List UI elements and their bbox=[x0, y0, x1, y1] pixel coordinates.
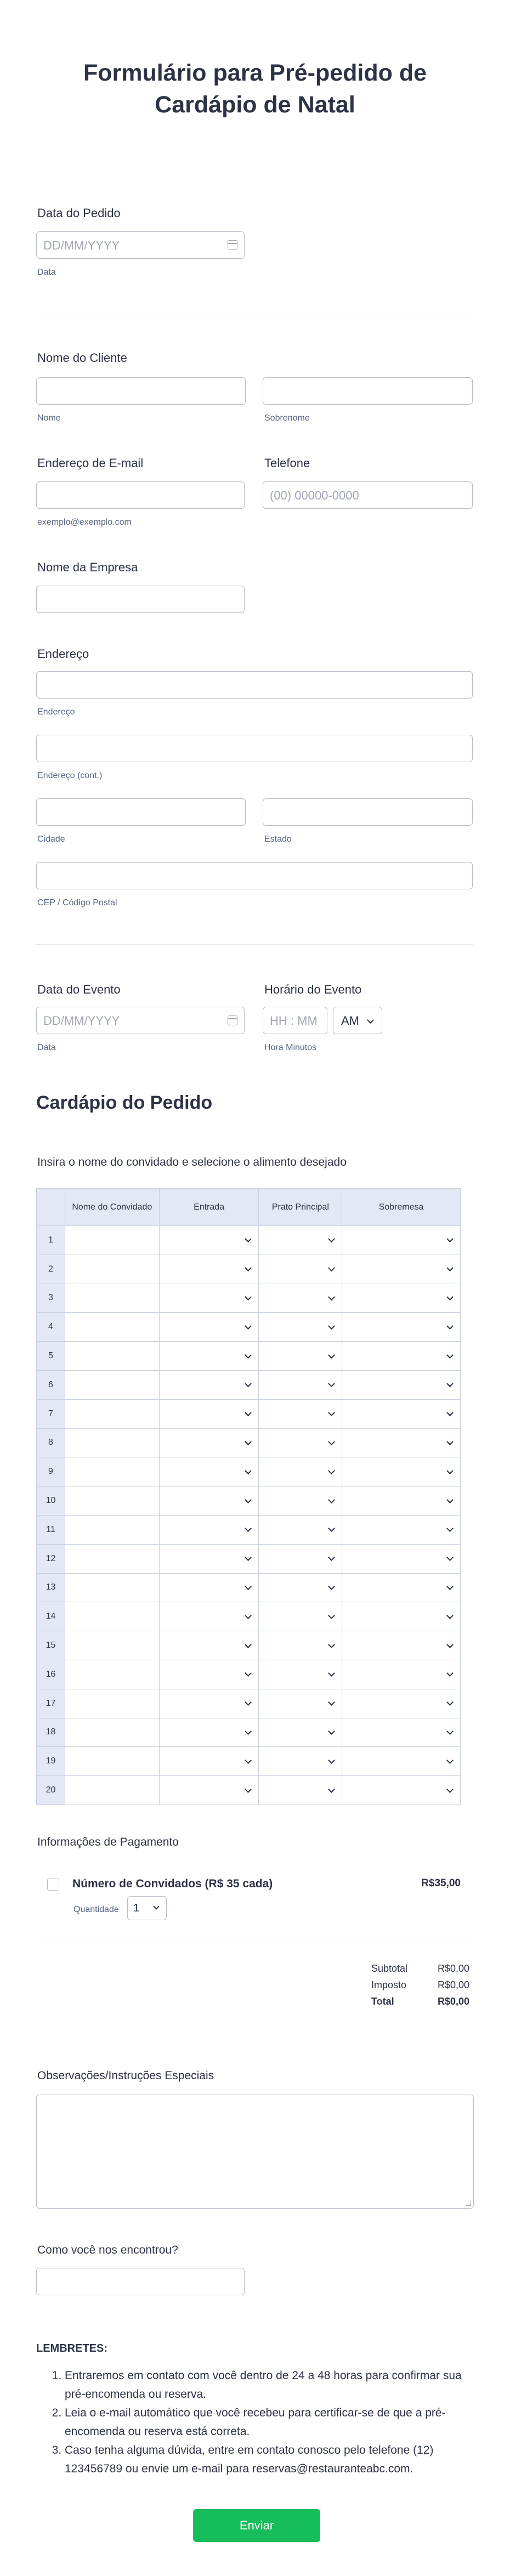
dessert-select[interactable] bbox=[342, 1776, 461, 1805]
main-select[interactable] bbox=[259, 1718, 342, 1747]
guest-name-cell[interactable] bbox=[65, 1370, 159, 1399]
chevron-down-icon bbox=[328, 1554, 335, 1561]
chevron-down-icon bbox=[328, 1728, 335, 1735]
chevron-down-icon bbox=[245, 1264, 252, 1272]
chevron-down-icon bbox=[328, 1699, 335, 1706]
reminders-list bbox=[36, 2367, 469, 2478]
address-line1-sublabel: Endereço bbox=[37, 707, 75, 717]
row-number: 2 bbox=[37, 1255, 65, 1284]
table-row bbox=[37, 1255, 461, 1284]
table-row bbox=[37, 1370, 461, 1399]
corner-cell bbox=[37, 1189, 65, 1226]
starter-select[interactable] bbox=[159, 1747, 259, 1776]
main-select[interactable] bbox=[259, 1747, 342, 1776]
header-dessert: Sobremesa bbox=[342, 1189, 461, 1226]
guest-name-cell[interactable] bbox=[65, 1573, 159, 1602]
phone-label: Telefone bbox=[264, 456, 310, 470]
table-row bbox=[37, 1631, 461, 1660]
row-number: 8 bbox=[37, 1428, 65, 1457]
starter-select[interactable] bbox=[159, 1631, 259, 1660]
chevron-down-icon bbox=[446, 1467, 454, 1474]
dessert-select[interactable] bbox=[342, 1515, 461, 1544]
referral-label: Como você nos encontrou? bbox=[37, 2244, 178, 2256]
state-sublabel: Estado bbox=[264, 835, 292, 844]
resize-handle-icon[interactable] bbox=[466, 2200, 471, 2206]
order-date-sublabel: Data bbox=[37, 268, 56, 277]
chevron-down-icon bbox=[328, 1236, 335, 1243]
guest-name-cell[interactable] bbox=[65, 1255, 159, 1284]
chevron-down-icon bbox=[328, 1352, 335, 1359]
starter-select[interactable] bbox=[159, 1428, 259, 1457]
menu-instruction: Insira o nome do convidado e selecione o alimento desejado bbox=[37, 1156, 347, 1168]
main-select[interactable] bbox=[259, 1573, 342, 1602]
chevron-down-icon bbox=[446, 1264, 454, 1272]
first-name-sublabel: Nome bbox=[37, 413, 61, 423]
city-input[interactable] bbox=[36, 798, 246, 826]
guest-name-cell[interactable] bbox=[65, 1660, 159, 1689]
row-number: 3 bbox=[37, 1284, 65, 1313]
chevron-down-icon bbox=[245, 1786, 252, 1793]
row-number: 18 bbox=[37, 1718, 65, 1747]
main-select[interactable] bbox=[259, 1399, 342, 1428]
guest-name-cell[interactable] bbox=[65, 1776, 159, 1805]
company-input[interactable] bbox=[36, 586, 245, 613]
calendar-icon[interactable] bbox=[228, 240, 237, 250]
starter-select[interactable] bbox=[159, 1660, 259, 1689]
row-number: 12 bbox=[37, 1544, 65, 1573]
chevron-down-icon bbox=[367, 1017, 374, 1024]
table-row bbox=[37, 1660, 461, 1689]
table-row bbox=[37, 1747, 461, 1776]
starter-select[interactable] bbox=[159, 1313, 259, 1342]
submit-button[interactable]: Enviar bbox=[193, 2509, 320, 2542]
guest-name-cell[interactable] bbox=[65, 1747, 159, 1776]
chevron-down-icon bbox=[245, 1323, 252, 1330]
chevron-down-icon bbox=[245, 1525, 252, 1532]
chevron-down-icon bbox=[245, 1409, 252, 1416]
form-title: Formulário para Pré-pedido de Cardápio de Natal bbox=[83, 60, 427, 118]
quantity-value: 1 bbox=[133, 1902, 140, 1914]
company-label: Nome da Empresa bbox=[37, 560, 138, 574]
chevron-down-icon bbox=[446, 1525, 454, 1532]
starter-select[interactable] bbox=[159, 1486, 259, 1516]
chevron-down-icon bbox=[328, 1264, 335, 1272]
reminders-title: LEMBRETES: bbox=[36, 2342, 107, 2354]
table-header-row bbox=[37, 1189, 461, 1226]
last-name-sublabel: Sobrenome bbox=[264, 413, 310, 423]
table-row bbox=[37, 1515, 461, 1544]
chevron-down-icon bbox=[245, 1757, 252, 1764]
reminder-item: 3. Caso tenha alguma dúvida, entre em contato conosco pelo telefone (12) 123456789 ou envie um e-mail para reservas@restauranteabc.com. bbox=[65, 2441, 469, 2478]
dessert-select[interactable] bbox=[342, 1718, 461, 1747]
dessert-select[interactable] bbox=[342, 1226, 461, 1255]
zip-input[interactable] bbox=[36, 862, 473, 889]
total-label: Total bbox=[371, 1996, 394, 2007]
chevron-down-icon bbox=[328, 1467, 335, 1474]
dessert-select[interactable] bbox=[342, 1486, 461, 1516]
chevron-down-icon bbox=[328, 1438, 335, 1445]
table-row bbox=[37, 1602, 461, 1631]
email-sublabel: exemplo@exemplo.com bbox=[37, 518, 132, 527]
chevron-down-icon bbox=[245, 1728, 252, 1735]
row-number: 20 bbox=[37, 1776, 65, 1805]
chevron-down-icon bbox=[245, 1641, 252, 1648]
starter-select[interactable] bbox=[159, 1602, 259, 1631]
chevron-down-icon bbox=[328, 1786, 335, 1793]
chevron-down-icon bbox=[446, 1670, 454, 1677]
order-date-label: Data do Pedido bbox=[37, 206, 121, 220]
main-select[interactable] bbox=[259, 1342, 342, 1371]
row-number: 16 bbox=[37, 1660, 65, 1689]
client-name-label: Nome do Cliente bbox=[37, 351, 127, 365]
starter-select[interactable] bbox=[159, 1689, 259, 1718]
main-select[interactable] bbox=[259, 1370, 342, 1399]
chevron-down-icon bbox=[245, 1438, 252, 1445]
email-label: Endereço de E-mail bbox=[37, 456, 144, 470]
notes-textarea[interactable] bbox=[36, 2095, 474, 2209]
main-select[interactable] bbox=[259, 1631, 342, 1660]
header-starter: Entrada bbox=[159, 1189, 259, 1226]
event-time-sublabel: Hora Minutos bbox=[264, 1043, 317, 1052]
starter-select[interactable] bbox=[159, 1255, 259, 1284]
guest-name-cell[interactable] bbox=[65, 1313, 159, 1342]
row-number: 10 bbox=[37, 1486, 65, 1516]
chevron-down-icon bbox=[446, 1293, 454, 1301]
chevron-down-icon bbox=[245, 1467, 252, 1474]
chevron-down-icon bbox=[245, 1352, 252, 1359]
chevron-down-icon bbox=[446, 1728, 454, 1735]
order-date-placeholder: DD/MM/YYYY bbox=[43, 239, 120, 252]
chevron-down-icon bbox=[328, 1323, 335, 1330]
table-row bbox=[37, 1776, 461, 1805]
dessert-select[interactable] bbox=[342, 1342, 461, 1371]
quantity-select[interactable] bbox=[127, 1896, 167, 1920]
starter-select[interactable] bbox=[159, 1226, 259, 1255]
chevron-down-icon bbox=[446, 1757, 454, 1764]
quantity-label: Quantidade bbox=[73, 1905, 119, 1914]
chevron-down-icon bbox=[446, 1409, 454, 1416]
chevron-down-icon bbox=[446, 1699, 454, 1706]
chevron-down-icon bbox=[153, 1903, 159, 1909]
guest-name-cell[interactable] bbox=[65, 1284, 159, 1313]
chevron-down-icon bbox=[245, 1612, 252, 1619]
guest-name-cell[interactable] bbox=[65, 1457, 159, 1486]
dessert-select[interactable] bbox=[342, 1602, 461, 1631]
email-input[interactable] bbox=[36, 481, 245, 509]
chevron-down-icon bbox=[328, 1496, 335, 1503]
address-label: Endereço bbox=[37, 647, 89, 661]
table-row bbox=[37, 1428, 461, 1457]
total-value: R$0,00 bbox=[437, 1996, 469, 2007]
row-number: 14 bbox=[37, 1602, 65, 1631]
row-number: 15 bbox=[37, 1631, 65, 1660]
starter-select[interactable] bbox=[159, 1718, 259, 1747]
guest-name-cell[interactable] bbox=[65, 1631, 159, 1660]
order-date-input[interactable] bbox=[36, 231, 245, 259]
dessert-select[interactable] bbox=[342, 1660, 461, 1689]
main-select[interactable] bbox=[259, 1226, 342, 1255]
main-select[interactable] bbox=[259, 1457, 342, 1486]
row-number: 7 bbox=[37, 1399, 65, 1428]
chevron-down-icon bbox=[446, 1438, 454, 1445]
first-name-input[interactable] bbox=[36, 377, 246, 405]
event-date-placeholder: DD/MM/YYYY bbox=[43, 1014, 120, 1028]
dessert-select[interactable] bbox=[342, 1399, 461, 1428]
header-main: Prato Principal bbox=[259, 1189, 342, 1226]
city-sublabel: Cidade bbox=[37, 835, 65, 844]
event-time-input[interactable] bbox=[263, 1007, 327, 1034]
chevron-down-icon bbox=[446, 1323, 454, 1330]
chevron-down-icon bbox=[245, 1699, 252, 1706]
ampm-select[interactable] bbox=[333, 1007, 382, 1034]
guest-name-cell[interactable] bbox=[65, 1486, 159, 1516]
guest-name-cell[interactable] bbox=[65, 1544, 159, 1573]
dessert-select[interactable] bbox=[342, 1457, 461, 1486]
address-line2-sublabel: Endereço (cont.) bbox=[37, 771, 103, 780]
starter-select[interactable] bbox=[159, 1776, 259, 1805]
dessert-select[interactable] bbox=[342, 1313, 461, 1342]
chevron-down-icon bbox=[245, 1293, 252, 1301]
guest-name-cell[interactable] bbox=[65, 1689, 159, 1718]
main-select[interactable] bbox=[259, 1284, 342, 1313]
row-number: 5 bbox=[37, 1342, 65, 1371]
table-row bbox=[37, 1457, 461, 1486]
chevron-down-icon bbox=[446, 1236, 454, 1243]
event-time-label: Horário do Evento bbox=[264, 983, 362, 996]
guest-name-cell[interactable] bbox=[65, 1515, 159, 1544]
event-time-placeholder: HH : MM bbox=[270, 1014, 318, 1028]
chevron-down-icon bbox=[328, 1757, 335, 1764]
row-number: 4 bbox=[37, 1313, 65, 1342]
chevron-down-icon bbox=[328, 1670, 335, 1677]
tax-value: R$0,00 bbox=[437, 1979, 469, 1990]
header-guest-name: Nome do Convidado bbox=[65, 1189, 159, 1226]
main-select[interactable] bbox=[259, 1515, 342, 1544]
chevron-down-icon bbox=[446, 1381, 454, 1388]
dessert-select[interactable] bbox=[342, 1284, 461, 1313]
product-checkbox[interactable] bbox=[47, 1879, 59, 1891]
last-name-input[interactable] bbox=[263, 377, 473, 405]
table-row bbox=[37, 1544, 461, 1573]
dessert-select[interactable] bbox=[342, 1370, 461, 1399]
guest-name-cell[interactable] bbox=[65, 1602, 159, 1631]
table-row bbox=[37, 1573, 461, 1602]
main-select[interactable] bbox=[259, 1602, 342, 1631]
referral-input[interactable] bbox=[36, 2268, 245, 2295]
event-date-sublabel: Data bbox=[37, 1043, 56, 1052]
dessert-select[interactable] bbox=[342, 1428, 461, 1457]
table-row bbox=[37, 1689, 461, 1718]
ampm-value: AM bbox=[341, 1014, 359, 1028]
chevron-down-icon bbox=[446, 1496, 454, 1503]
chevron-down-icon bbox=[446, 1583, 454, 1590]
guest-name-cell[interactable] bbox=[65, 1428, 159, 1457]
menu-section-title: Cardápio do Pedido bbox=[36, 1092, 213, 1113]
subtotal-label: Subtotal bbox=[371, 1963, 408, 1974]
subtotal-value: R$0,00 bbox=[437, 1963, 469, 1974]
chevron-down-icon bbox=[328, 1641, 335, 1648]
address-line2-input[interactable] bbox=[36, 735, 473, 762]
dessert-select[interactable] bbox=[342, 1747, 461, 1776]
product-name: Número de Convidados (R$ 35 cada) bbox=[72, 1877, 273, 1890]
table-row bbox=[37, 1486, 461, 1516]
state-input[interactable] bbox=[263, 798, 473, 826]
chevron-down-icon bbox=[446, 1554, 454, 1561]
starter-select[interactable] bbox=[159, 1457, 259, 1486]
chevron-down-icon bbox=[328, 1293, 335, 1301]
table-row bbox=[37, 1718, 461, 1747]
starter-select[interactable] bbox=[159, 1515, 259, 1544]
dessert-select[interactable] bbox=[342, 1544, 461, 1573]
row-number: 9 bbox=[37, 1457, 65, 1486]
divider bbox=[36, 944, 473, 945]
chevron-down-icon bbox=[328, 1409, 335, 1416]
chevron-down-icon bbox=[446, 1352, 454, 1359]
calendar-icon[interactable] bbox=[228, 1015, 237, 1025]
chevron-down-icon bbox=[245, 1381, 252, 1388]
main-select[interactable] bbox=[259, 1544, 342, 1573]
chevron-down-icon bbox=[245, 1554, 252, 1561]
chevron-down-icon bbox=[446, 1786, 454, 1793]
main-select[interactable] bbox=[259, 1486, 342, 1516]
zip-sublabel: CEP / Código Postal bbox=[37, 898, 117, 907]
table-row bbox=[37, 1284, 461, 1313]
row-number: 11 bbox=[37, 1515, 65, 1544]
table-row bbox=[37, 1342, 461, 1371]
starter-select[interactable] bbox=[159, 1370, 259, 1399]
tax-label: Imposto bbox=[371, 1979, 407, 1990]
chevron-down-icon bbox=[328, 1381, 335, 1388]
row-number: 19 bbox=[37, 1747, 65, 1776]
main-select[interactable] bbox=[259, 1689, 342, 1718]
reminder-item: 2. Leia o e-mail automático que você recebeu para certificar-se de que a pré-encomenda ou reserva está correta. bbox=[65, 2404, 469, 2441]
event-date-input[interactable] bbox=[36, 1007, 245, 1034]
starter-select[interactable] bbox=[159, 1399, 259, 1428]
chevron-down-icon bbox=[446, 1641, 454, 1648]
starter-select[interactable] bbox=[159, 1342, 259, 1371]
main-select[interactable] bbox=[259, 1776, 342, 1805]
row-number: 6 bbox=[37, 1370, 65, 1399]
dessert-select[interactable] bbox=[342, 1255, 461, 1284]
guest-name-cell[interactable] bbox=[65, 1718, 159, 1747]
menu-table bbox=[36, 1188, 461, 1805]
chevron-down-icon bbox=[446, 1612, 454, 1619]
guest-name-cell[interactable] bbox=[65, 1399, 159, 1428]
guest-name-cell[interactable] bbox=[65, 1342, 159, 1371]
phone-input[interactable] bbox=[263, 481, 473, 509]
starter-select[interactable] bbox=[159, 1284, 259, 1313]
table-row bbox=[37, 1399, 461, 1428]
dessert-select[interactable] bbox=[342, 1631, 461, 1660]
chevron-down-icon bbox=[328, 1583, 335, 1590]
row-number: 13 bbox=[37, 1573, 65, 1602]
product-price: R$35,00 bbox=[421, 1877, 461, 1889]
starter-select[interactable] bbox=[159, 1544, 259, 1573]
chevron-down-icon bbox=[245, 1583, 252, 1590]
payment-label: Informações de Pagamento bbox=[37, 1836, 179, 1848]
phone-placeholder: (00) 00000-0000 bbox=[270, 489, 359, 502]
guest-name-cell[interactable] bbox=[65, 1226, 159, 1255]
table-row bbox=[37, 1313, 461, 1342]
chevron-down-icon bbox=[328, 1525, 335, 1532]
event-date-label: Data do Evento bbox=[37, 983, 121, 996]
reminder-item: 1. Entraremos em contato com você dentro de 24 a 48 horas para confirmar sua pré-encomenda ou reserva. bbox=[65, 2367, 469, 2404]
chevron-down-icon bbox=[245, 1236, 252, 1243]
main-select[interactable] bbox=[259, 1255, 342, 1284]
row-number: 1 bbox=[37, 1226, 65, 1255]
starter-select[interactable] bbox=[159, 1573, 259, 1602]
dessert-select[interactable] bbox=[342, 1573, 461, 1602]
main-select[interactable] bbox=[259, 1428, 342, 1457]
chevron-down-icon bbox=[245, 1670, 252, 1677]
address-line1-input[interactable] bbox=[36, 671, 473, 699]
chevron-down-icon bbox=[328, 1612, 335, 1619]
main-select[interactable] bbox=[259, 1313, 342, 1342]
chevron-down-icon bbox=[245, 1496, 252, 1503]
main-select[interactable] bbox=[259, 1660, 342, 1689]
table-row bbox=[37, 1226, 461, 1255]
notes-label: Observações/Instruções Especiais bbox=[37, 2069, 214, 2082]
dessert-select[interactable] bbox=[342, 1689, 461, 1718]
row-number: 17 bbox=[37, 1689, 65, 1718]
